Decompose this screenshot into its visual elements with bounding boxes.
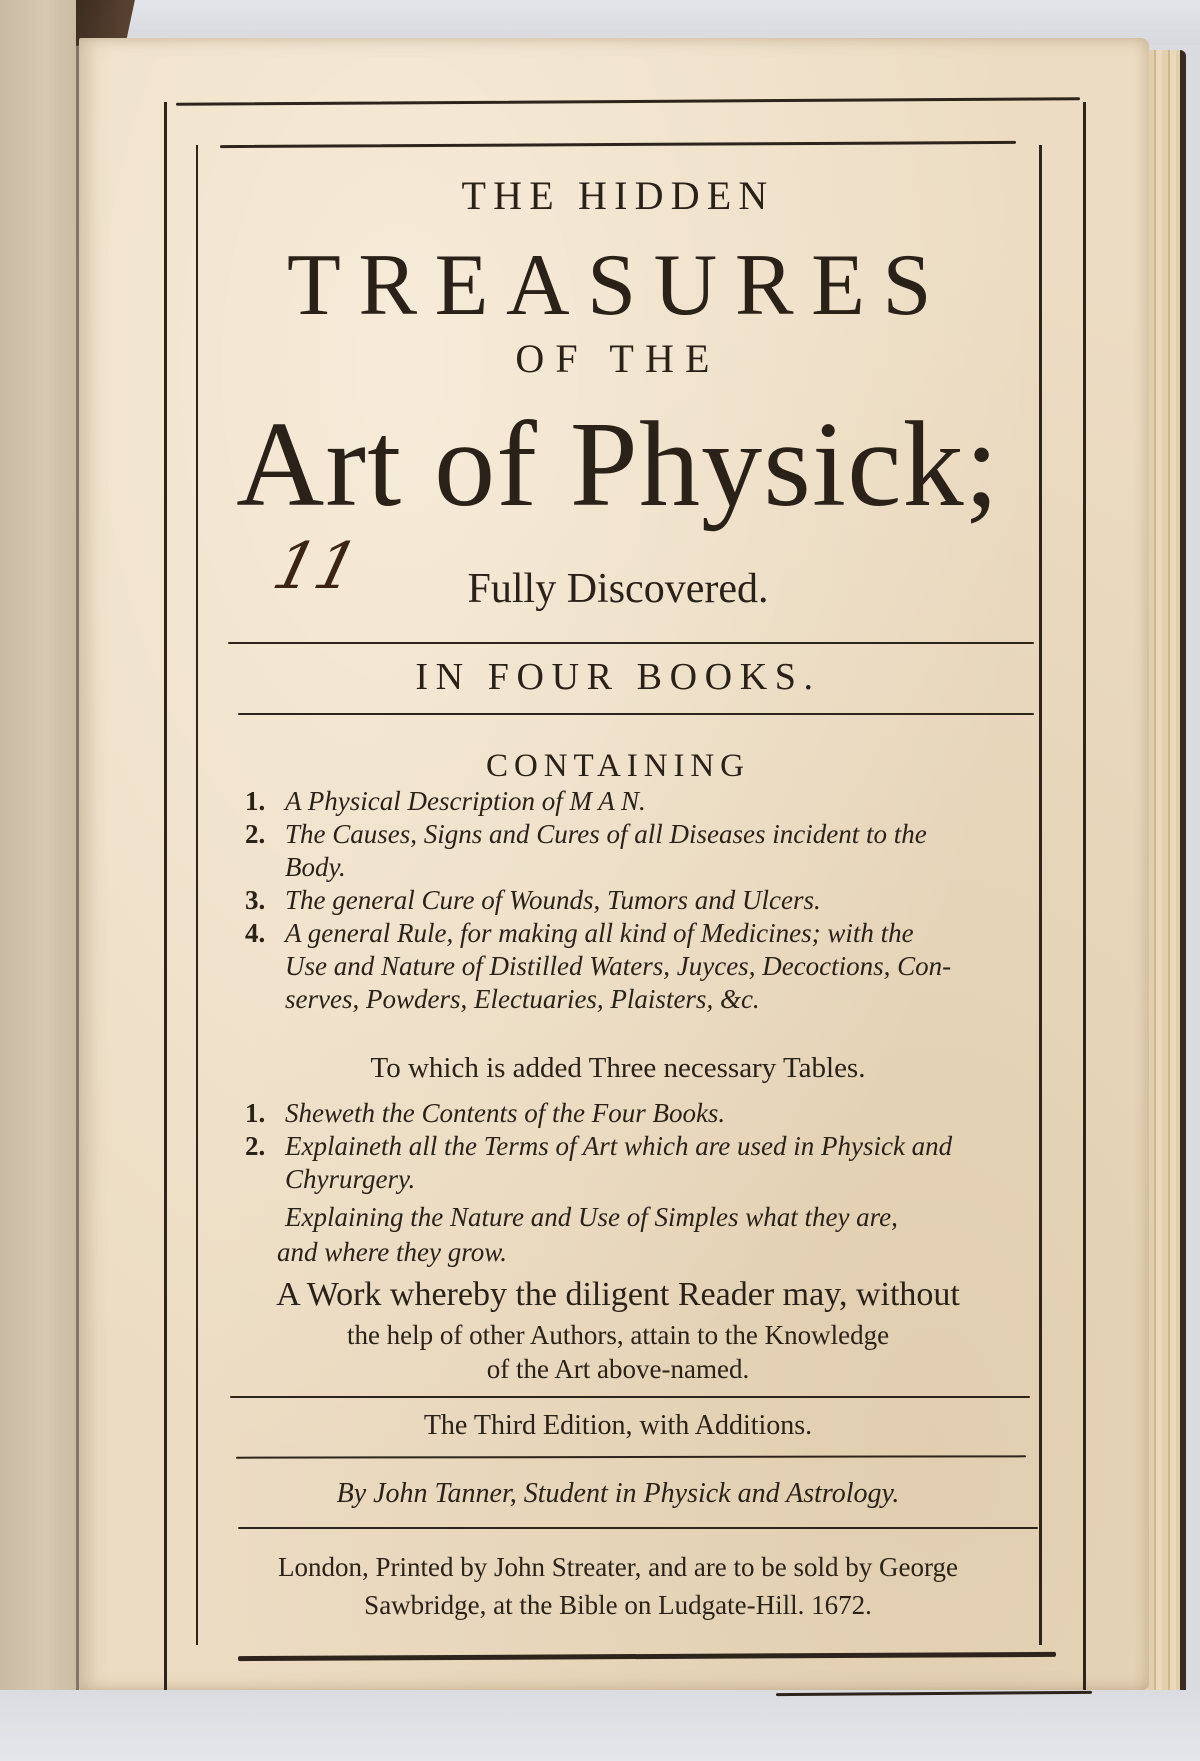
item-text-continuation: Use and Nature of Distilled Waters, Juyces, Decoctions, Con-	[285, 951, 952, 981]
title-line-of-the: OF THE	[515, 336, 721, 381]
item-number: 2.	[245, 819, 266, 849]
tables-item-2	[245, 1130, 1035, 1163]
binding-gutter	[76, 45, 79, 1690]
simples-paragraph	[277, 1200, 1035, 1270]
imprint-line-2: Sawbridge, at the Bible on Ludgate-Hill. 1672.	[364, 1590, 872, 1620]
rule-before-edition	[230, 1396, 1030, 1398]
tables-list	[245, 1097, 1035, 1196]
item-text: The Causes, Signs and Cures of all Diseases incident to the	[285, 819, 927, 849]
subtitle-in-four-books: IN FOUR BOOKS.	[415, 656, 821, 698]
item-number: 4.	[245, 918, 266, 948]
item-text: The general Cure of Wounds, Tumors and Ulcers.	[285, 885, 821, 915]
tables-item-1	[245, 1097, 1035, 1130]
title-line-fully-discovered: Fully Discovered.	[467, 566, 769, 612]
contents-list	[245, 785, 1035, 1016]
item-text-continuation: serves, Powders, Electuaries, Plaisters, &c.	[285, 984, 760, 1014]
left-endpaper	[0, 0, 76, 1761]
handwritten-shelf-mark: 11	[265, 530, 366, 604]
simples-line-2: and where they grow.	[277, 1237, 507, 1267]
work-statement-line-2: the help of other Authors, attain to the Knowledge	[346, 1320, 890, 1350]
rule-after-title	[228, 642, 1034, 644]
item-number: 1.	[245, 786, 266, 816]
work-statement-line-3: of the Art above-named.	[486, 1354, 750, 1384]
imprint-line-1: London, Printed by John Streater, and are to be sold by George	[277, 1552, 959, 1582]
background-bottom	[0, 1690, 1200, 1761]
item-text: A general Rule, for making all kind of Medicines; with the	[285, 918, 914, 948]
item-number: 1.	[245, 1098, 266, 1128]
tables-heading: To which is added Three necessary Tables.	[370, 1052, 866, 1084]
item-text-continuation: Body.	[285, 852, 346, 882]
author-statement: By John Tanner, Student in Physick and Astrology.	[336, 1478, 900, 1509]
item-number: 2.	[245, 1131, 266, 1161]
edition-statement: The Third Edition, with Additions.	[423, 1410, 813, 1441]
contents-item-1	[245, 785, 1035, 818]
rule-after-author	[238, 1527, 1038, 1529]
contents-item-4	[245, 917, 1035, 950]
title-line-art-of-physick: Art of Physick;	[236, 397, 1000, 532]
rule-after-subtitle	[238, 713, 1034, 715]
title-line-treasures: TREASURES	[286, 237, 950, 334]
contents-item-3	[245, 884, 1035, 917]
contents-item-2	[245, 818, 1035, 851]
item-text-continuation: Chyrurgery.	[285, 1164, 416, 1194]
simples-line-1: Explaining the Nature and Use of Simples what they are,	[285, 1202, 898, 1232]
item-number: 3.	[245, 885, 266, 915]
item-text: Explaineth all the Terms of Art which are used in Physick and	[285, 1131, 953, 1161]
containing-heading: CONTAINING	[486, 748, 750, 784]
item-text: Sheweth the Contents of the Four Books.	[285, 1098, 726, 1128]
title-line-the-hidden: THE HIDDEN	[461, 173, 775, 218]
item-text: A Physical Description of M A N.	[285, 786, 646, 816]
work-statement-line-1: A Work whereby the diligent Reader may, without	[276, 1276, 960, 1313]
